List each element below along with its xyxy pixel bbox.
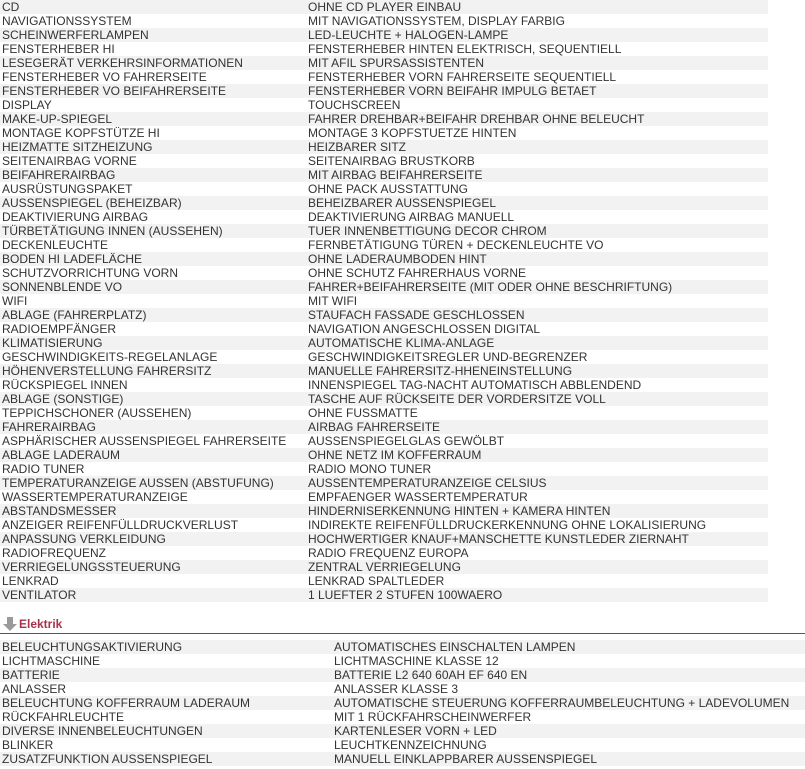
row-value: FERNBETÄTIGUNG TÜREN + DECKENLEUCHTE VO xyxy=(308,238,604,252)
row-key: FENSTERHEBER VO FAHRERSEITE xyxy=(2,70,207,84)
row-key: ABLAGE (SONSTIGE) xyxy=(2,392,124,406)
row-key: RÜCKSPIEGEL INNEN xyxy=(2,378,128,392)
row-value: AUSSENSPIEGELGLAS GEWÖLBT xyxy=(308,434,505,448)
row-key: RADIO TUNER xyxy=(2,462,85,476)
row-key: DECKENLEUCHTE xyxy=(2,238,109,252)
row-value: AIRBAG FAHRERSEITE xyxy=(308,420,441,434)
row-key: DIVERSE INNENBELEUCHTUNGEN xyxy=(2,724,203,738)
table-row xyxy=(0,462,768,476)
table-row xyxy=(0,224,768,238)
table-row xyxy=(0,252,768,266)
row-value: AUTOMATISCHE STEUERUNG KOFFERRAUMBELEUCHTUNG + LADEVOLUMEN xyxy=(334,696,790,710)
row-key: BEIFAHRERAIRBAG xyxy=(2,168,116,182)
table-row xyxy=(0,182,768,196)
row-key: TEPPICHSCHONER (AUSSEHEN) xyxy=(2,406,192,420)
row-key: ABLAGE (FAHRERPLATZ) xyxy=(2,308,147,322)
row-key: MAKE-UP-SPIEGEL xyxy=(2,112,113,126)
row-key: WASSERTEMPERATURANZEIGE xyxy=(2,490,188,504)
row-key: ANPASSUNG VERKLEIDUNG xyxy=(2,532,166,546)
row-value: OHNE NETZ IM KOFFERRAUM xyxy=(308,448,482,462)
row-value: NAVIGATION ANGESCHLOSSEN DIGITAL xyxy=(308,322,541,336)
table-row xyxy=(0,112,768,126)
row-key: ABSTANDSMESSER xyxy=(2,504,117,518)
table-row xyxy=(0,196,768,210)
row-key: RADIOFREQUENZ xyxy=(2,546,107,560)
section-title: Elektrik xyxy=(19,617,63,631)
row-value: FENSTERHEBER VORN FAHRERSEITE SEQUENTIELL xyxy=(308,70,617,84)
row-key: CD xyxy=(2,0,20,14)
row-key: ANLASSER xyxy=(2,682,67,696)
row-key: DEAKTIVIERUNG AIRBAG xyxy=(2,210,149,224)
row-key: NAVIGATIONSSYSTEM xyxy=(2,14,132,28)
table-row xyxy=(0,710,805,724)
row-key: RÜCKFAHRLEUCHTE xyxy=(2,710,125,724)
table-row xyxy=(0,406,768,420)
equipment-table-elektrik xyxy=(0,640,805,766)
row-key: SONNENBLENDE VO xyxy=(2,280,123,294)
table-row xyxy=(0,588,768,602)
table-row xyxy=(0,308,768,322)
row-value: OHNE LADERAUMBODEN HINT xyxy=(308,252,487,266)
table-row xyxy=(0,476,768,490)
row-key: FENSTERHEBER HI xyxy=(2,42,115,56)
row-value: OHNE CD PLAYER EINBAU xyxy=(308,0,462,14)
row-key: AUSRÜSTUNGSPAKET xyxy=(2,182,133,196)
row-value: MONTAGE 3 KOPFSTUETZE HINTEN xyxy=(308,126,517,140)
row-value: EMPFAENGER WASSERTEMPERATUR xyxy=(308,490,528,504)
table-row xyxy=(0,640,805,654)
table-row xyxy=(0,392,768,406)
table-row xyxy=(0,350,768,364)
row-value: HINDERNISERKENNUNG HINTEN + KAMERA HINTEN xyxy=(308,504,611,518)
table-row xyxy=(0,168,768,182)
row-value: FENSTERHEBER VORN BEIFAHR IMPULG BETAET xyxy=(308,84,597,98)
table-row xyxy=(0,574,768,588)
row-value: TASCHE AUF RÜCKSEITE DER VORDERSITZE VOLL xyxy=(308,392,606,406)
row-value: FAHRER+BEIFAHRERSEITE (MIT ODER OHNE BESCHRIFTUNG) xyxy=(308,280,673,294)
row-key: BELEUCHTUNGSAKTIVIERUNG xyxy=(2,640,183,654)
table-row xyxy=(0,490,768,504)
table-row xyxy=(0,448,768,462)
row-value: LICHTMASCHINE KLASSE 12 xyxy=(334,654,499,668)
row-value: OHNE PACK AUSSTATTUNG xyxy=(308,182,469,196)
arrow-down-icon[interactable] xyxy=(3,616,17,632)
row-value: TUER INNENBETTIGUNG DECOR CHROM xyxy=(308,224,547,238)
row-key: BELEUCHTUNG KOFFERRAUM LADERAUM xyxy=(2,696,251,710)
row-key: BODEN HI LADEFLÄCHE xyxy=(2,252,143,266)
table-row xyxy=(0,70,768,84)
row-value: MANUELL EINKLAPPBARER AUSSENSPIEGEL xyxy=(334,752,597,766)
row-value: LEUCHTKENNZEICHNUNG xyxy=(334,738,487,752)
row-key: LESEGERÄT VERKEHRSINFORMATIONEN xyxy=(2,56,243,70)
section-header-elektrik[interactable] xyxy=(0,615,805,634)
table-row xyxy=(0,696,805,710)
row-value: DEAKTIVIERUNG AIRBAG MANUELL xyxy=(308,210,515,224)
row-value: HOCHWERTIGER KNAUF+MANSCHETTE KUNSTLEDER ZIERNAHT xyxy=(308,532,689,546)
row-value: KARTENLESER VORN + LED xyxy=(334,724,497,738)
table-row xyxy=(0,154,768,168)
table-row xyxy=(0,378,768,392)
table-row xyxy=(0,532,768,546)
table-row xyxy=(0,420,768,434)
row-key: WIFI xyxy=(2,294,28,308)
row-key: DISPLAY xyxy=(2,98,52,112)
row-value: RADIO MONO TUNER xyxy=(308,462,432,476)
row-value: INDIREKTE REIFENFÜLLDRUCKERKENNUNG OHNE LOKALISIERUNG xyxy=(308,518,707,532)
table-row xyxy=(0,654,805,668)
row-key: RADIOEMPFÄNGER xyxy=(2,322,117,336)
row-key: KLIMATISIERUNG xyxy=(2,336,103,350)
row-key: VENTILATOR xyxy=(2,588,77,602)
row-key: SEITENAIRBAG VORNE xyxy=(2,154,137,168)
row-value: FAHRER DREHBAR+BEIFAHR DREHBAR OHNE BELEUCHT xyxy=(308,112,645,126)
row-value: INNENSPIEGEL TAG-NACHT AUTOMATISCH ABBLENDEND xyxy=(308,378,642,392)
table-row xyxy=(0,364,768,378)
table-row xyxy=(0,140,768,154)
table-row xyxy=(0,238,768,252)
table-row xyxy=(0,294,768,308)
table-row xyxy=(0,504,768,518)
table-row xyxy=(0,280,768,294)
table-row xyxy=(0,724,805,738)
row-key: TÜRBETÄTIGUNG INNEN (AUSSEHEN) xyxy=(2,224,223,238)
table-row xyxy=(0,266,768,280)
row-key: MONTAGE KOPFSTÜTZE HI xyxy=(2,126,160,140)
row-value: FENSTERHEBER HINTEN ELEKTRISCH, SEQUENTIELL xyxy=(308,42,622,56)
row-value: BEHEIZBARER AUSSENSPIEGEL xyxy=(308,196,497,210)
row-value: TOUCHSCREEN xyxy=(308,98,401,112)
row-value: AUTOMATISCHES EINSCHALTEN LAMPEN xyxy=(334,640,576,654)
row-value: OHNE FUSSMATTE xyxy=(308,406,418,420)
row-key: LICHTMASCHINE xyxy=(2,654,101,668)
table-row xyxy=(0,14,768,28)
table-row xyxy=(0,518,768,532)
row-key: TEMPERATURANZEIGE AUSSEN (ABSTUFUNG) xyxy=(2,476,274,490)
row-value: MIT AFIL SPURSASSISTENTEN xyxy=(308,56,485,70)
row-value: BATTERIE L2 640 60AH EF 640 EN xyxy=(334,668,528,682)
row-key: BLINKER xyxy=(2,738,54,752)
row-key: HÖHENVERSTELLUNG FAHRERSITZ xyxy=(2,364,212,378)
row-key: FAHRERAIRBAG xyxy=(2,420,97,434)
table-row xyxy=(0,84,768,98)
row-value: LED-LEUCHTE + HALOGEN-LAMPE xyxy=(308,28,509,42)
row-value: MIT AIRBAG BEIFAHRERSEITE xyxy=(308,168,483,182)
row-key: LENKRAD xyxy=(2,574,59,588)
row-value: MIT 1 RÜCKFAHRSCHEINWERFER xyxy=(334,710,532,724)
row-value: ANLASSER KLASSE 3 xyxy=(334,682,459,696)
row-value: MIT WIFI xyxy=(308,294,358,308)
table-row xyxy=(0,126,768,140)
row-key: ZUSATZFUNKTION AUSSENSPIEGEL xyxy=(2,752,213,766)
row-key: AUSSENSPIEGEL (BEHEIZBAR) xyxy=(2,196,182,210)
table-row xyxy=(0,28,768,42)
row-value: ZENTRAL VERRIEGELUNG xyxy=(308,560,461,574)
table-row xyxy=(0,42,768,56)
table-row xyxy=(0,560,768,574)
row-key: ABLAGE LADERAUM xyxy=(2,448,121,462)
table-row xyxy=(0,434,768,448)
row-value: MIT NAVIGATIONSSYSTEM, DISPLAY FARBIG xyxy=(308,14,565,28)
row-value: GESCHWINDIGKEITSREGLER UND-BEGRENZER xyxy=(308,350,588,364)
table-row xyxy=(0,336,768,350)
row-value: AUSSENTEMPERATURANZEIGE CELSIUS xyxy=(308,476,547,490)
row-key: HEIZMATTE SITZHEIZUNG xyxy=(2,140,153,154)
row-value: STAUFACH FASSADE GESCHLOSSEN xyxy=(308,308,525,322)
row-key: SCHEINWERFERLAMPEN xyxy=(2,28,149,42)
row-key: ASPHÄRISCHER AUSSENSPIEGEL FAHRERSEITE xyxy=(2,434,287,448)
row-value: OHNE SCHUTZ FAHRERHAUS VORNE xyxy=(308,266,527,280)
row-key: ANZEIGER REIFENFÜLLDRUCKVERLUST xyxy=(2,518,239,532)
table-row xyxy=(0,682,805,696)
table-row xyxy=(0,668,805,682)
table-row xyxy=(0,738,805,752)
row-value: 1 LUEFTER 2 STUFEN 100WAERO xyxy=(308,588,503,602)
table-row xyxy=(0,210,768,224)
row-key: BATTERIE xyxy=(2,668,60,682)
row-key: SCHUTZVORRICHTUNG VORN xyxy=(2,266,178,280)
table-row xyxy=(0,322,768,336)
row-value: SEITENAIRBAG BRUSTKORB xyxy=(308,154,475,168)
row-value: AUTOMATISCHE KLIMA-ANLAGE xyxy=(308,336,495,350)
row-value: MANUELLE FAHRERSITZ-HHENEINSTELLUNG xyxy=(308,364,573,378)
table-row xyxy=(0,546,768,560)
table-row xyxy=(0,0,768,14)
row-key: VERRIEGELUNGSSTEUERUNG xyxy=(2,560,181,574)
table-row xyxy=(0,56,768,70)
row-key: GESCHWINDIGKEITS-REGELANLAGE xyxy=(2,350,218,364)
row-key: FENSTERHEBER VO BEIFAHRERSEITE xyxy=(2,84,227,98)
row-value: HEIZBARER SITZ xyxy=(308,140,407,154)
row-value: LENKRAD SPALTLEDER xyxy=(308,574,445,588)
table-row xyxy=(0,98,768,112)
table-row xyxy=(0,752,805,766)
row-value: RADIO FREQUENZ EUROPA xyxy=(308,546,469,560)
